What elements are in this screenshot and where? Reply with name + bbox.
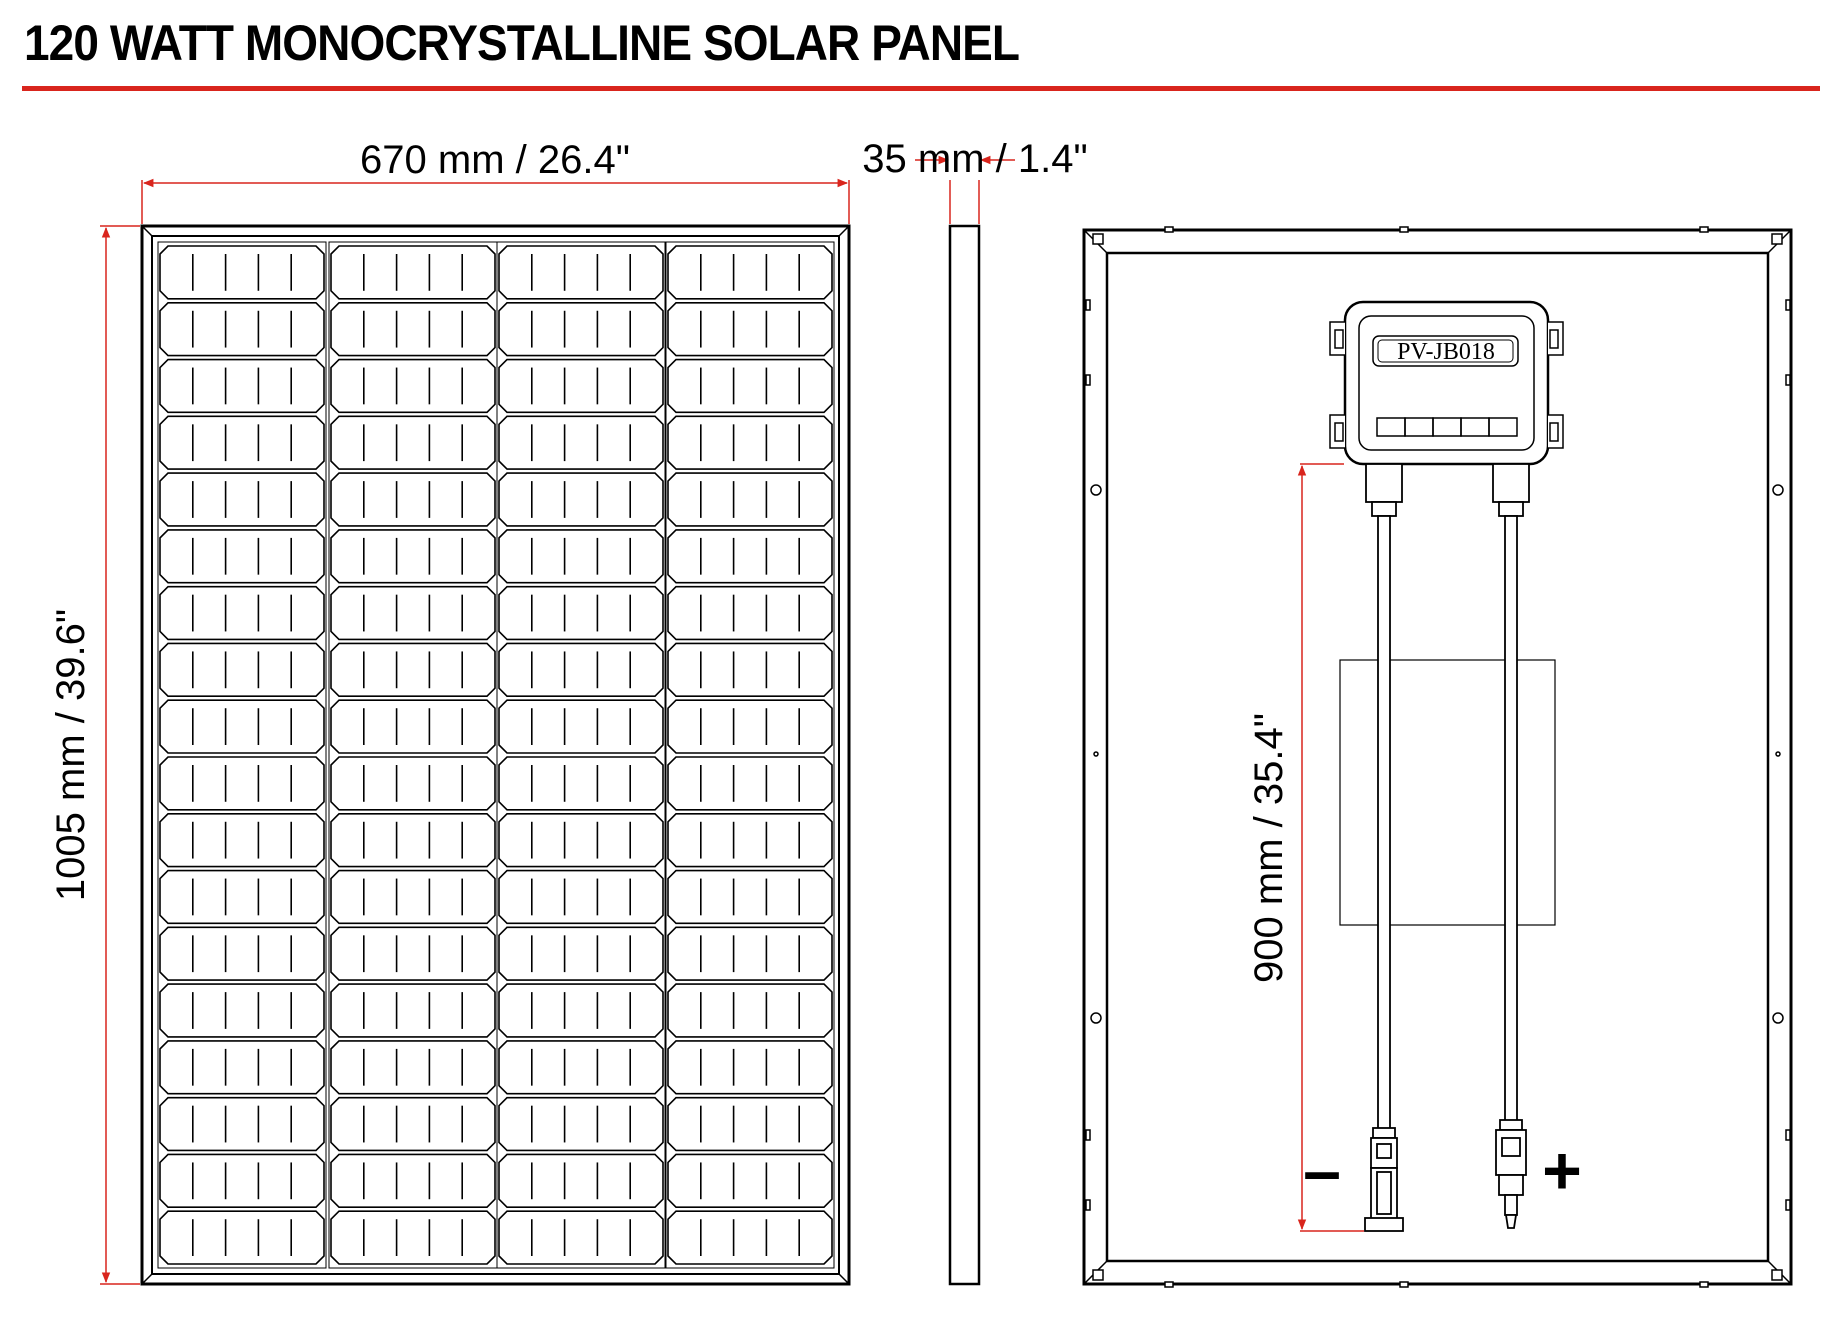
solar-cell	[331, 360, 495, 413]
solar-cell	[331, 246, 495, 299]
solar-cell	[668, 1041, 832, 1094]
cable-length-label: 900 mm / 35.4"	[1247, 713, 1291, 983]
page-title: 120 WATT MONOCRYSTALLINE SOLAR PANEL	[24, 15, 1020, 71]
solar-cell	[331, 473, 495, 526]
solar-cell	[668, 473, 832, 526]
positive-cable	[1493, 464, 1529, 1228]
solar-cell	[499, 643, 663, 696]
solar-cell	[499, 814, 663, 867]
solar-cell	[331, 927, 495, 980]
solar-cell	[668, 757, 832, 810]
solar-cell	[160, 1154, 324, 1207]
solar-cell	[160, 246, 324, 299]
solar-cell	[499, 871, 663, 924]
negative-sign: –	[1303, 1133, 1341, 1209]
solar-cell	[160, 303, 324, 356]
solar-cell	[499, 303, 663, 356]
solar-cell	[668, 1154, 832, 1207]
solar-cell	[331, 871, 495, 924]
solar-cell	[668, 303, 832, 356]
solar-cell	[331, 1154, 495, 1207]
solar-cell	[160, 871, 324, 924]
solar-cell	[160, 643, 324, 696]
solar-cell	[160, 700, 324, 753]
solar-cell	[668, 587, 832, 640]
cell-string	[329, 242, 497, 1268]
solar-cell	[160, 1041, 324, 1094]
negative-cable	[1365, 464, 1403, 1231]
solar-cell	[331, 1041, 495, 1094]
solar-cell	[331, 643, 495, 696]
solar-cell	[499, 757, 663, 810]
height-dimension	[49, 226, 140, 1284]
solar-cell	[499, 1041, 663, 1094]
solar-cell	[331, 587, 495, 640]
solar-cell	[499, 1154, 663, 1207]
solar-cell	[160, 757, 324, 810]
solar-cell	[160, 587, 324, 640]
solar-cell	[331, 416, 495, 469]
solar-cell	[668, 700, 832, 753]
solar-cell	[160, 473, 324, 526]
solar-cell	[499, 700, 663, 753]
solar-cell	[499, 587, 663, 640]
solar-cell	[331, 984, 495, 1037]
solar-cell	[499, 473, 663, 526]
solar-cell	[331, 1211, 495, 1264]
cell-string	[158, 242, 326, 1268]
solar-cell	[331, 757, 495, 810]
solar-cell	[499, 246, 663, 299]
solar-cell	[668, 927, 832, 980]
cable-length-dimension	[1247, 464, 1364, 1231]
solar-cell	[160, 984, 324, 1037]
solar-cell	[160, 814, 324, 867]
height-label: 1005 mm / 39.6"	[49, 608, 93, 902]
solar-cell	[331, 303, 495, 356]
solar-cell	[160, 416, 324, 469]
solar-cell	[668, 984, 832, 1037]
solar-cell-grid	[158, 242, 834, 1268]
solar-cell	[668, 530, 832, 583]
solar-cell	[499, 530, 663, 583]
junction-box	[1330, 302, 1563, 464]
side-view	[862, 137, 1087, 1284]
front-view	[142, 226, 849, 1284]
solar-cell	[331, 530, 495, 583]
solar-cell	[668, 416, 832, 469]
solar-cell	[668, 643, 832, 696]
width-dimension	[142, 138, 849, 224]
solar-cell	[499, 1211, 663, 1264]
solar-cell	[160, 1211, 324, 1264]
width-label: 670 mm / 26.4"	[360, 138, 630, 182]
solar-cell	[160, 927, 324, 980]
cell-string	[666, 242, 834, 1268]
solar-cell	[499, 984, 663, 1037]
solar-cell	[331, 1098, 495, 1151]
label-sticker	[1340, 660, 1555, 925]
solar-cell	[331, 814, 495, 867]
positive-sign: +	[1542, 1133, 1582, 1209]
junction-box-label: PV-JB018	[1397, 339, 1495, 365]
solar-cell	[499, 416, 663, 469]
solar-cell	[499, 360, 663, 413]
solar-cell	[499, 927, 663, 980]
solar-cell	[668, 246, 832, 299]
solar-cell	[668, 360, 832, 413]
solar-cell	[668, 814, 832, 867]
solar-cell	[499, 1098, 663, 1151]
solar-cell	[160, 1098, 324, 1151]
solar-cell	[668, 1211, 832, 1264]
cell-string	[497, 242, 665, 1268]
solar-cell	[160, 530, 324, 583]
solar-cell	[668, 1098, 832, 1151]
depth-label: 35 mm / 1.4"	[862, 137, 1088, 181]
solar-cell	[668, 871, 832, 924]
solar-cell	[331, 700, 495, 753]
solar-cell	[160, 360, 324, 413]
